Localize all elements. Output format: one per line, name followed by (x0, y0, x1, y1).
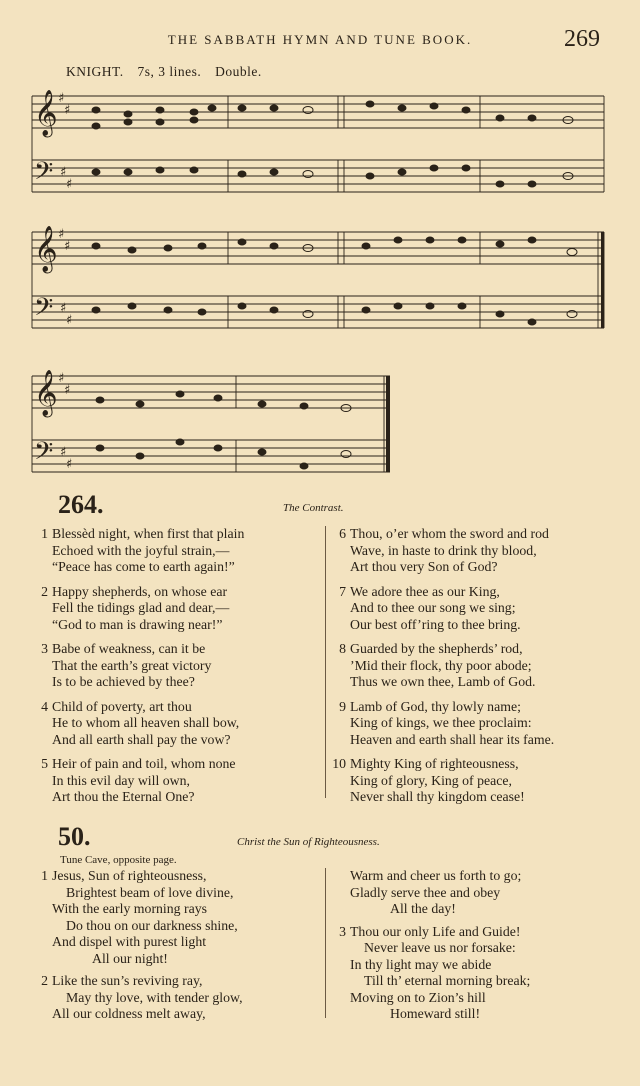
hymn-50-tune-reference: Tune Cave, opposite page. (60, 854, 177, 866)
stanza (41, 868, 243, 967)
verse-line: Wave, in haste to drink thy blood, (350, 542, 537, 558)
svg-text:♯: ♯ (66, 313, 73, 328)
verse-line: 10 Mighty King of righteousness, (350, 756, 554, 773)
stanza (339, 526, 554, 576)
tune-meter: 7s, 3 lines. (137, 64, 202, 79)
verse-line: May thy love, with tender glow, (66, 989, 243, 1005)
verse-line: And all earth shall pay the vow? (52, 731, 231, 747)
verse-line: Is to be achieved by thee? (52, 674, 195, 689)
stanza (41, 526, 245, 576)
hymn-264-title: The Contrast. (283, 502, 344, 514)
verse-number: 2 (41, 583, 48, 599)
verse-line: King of kings, we thee proclaim: (350, 715, 532, 730)
verse-line: Warm and cheer us forth to go; (350, 868, 522, 883)
column-divider (325, 868, 326, 1018)
verse-line: Fell the tidings glad and dear,— (52, 600, 230, 615)
verse-line: Brightest beam of love divine, (66, 884, 234, 900)
verse-line: 4 Child of poverty, art thou (52, 699, 244, 716)
verse-line: “God to man is drawing near!” (52, 616, 223, 632)
stanza (339, 698, 555, 749)
verse-line: And to thee our song we sing; (350, 600, 516, 615)
svg-text:♯: ♯ (66, 177, 73, 192)
svg-text:𝄞: 𝄞 (34, 370, 58, 416)
stanza (350, 868, 530, 918)
hymn-264-number: 264. (58, 490, 104, 519)
staff-system-2 (32, 232, 604, 328)
hymn-50-number: 50. (58, 822, 91, 851)
stanza (339, 641, 554, 691)
verse-line: All our night! (92, 950, 168, 966)
hymn-50-title: Christ the Sun of Righteousness. (237, 836, 380, 848)
verse-line: Thus we own thee, Lamb of God. (350, 674, 536, 689)
verse-line: 6 Thou, o’er whom the sword and rod (350, 526, 554, 543)
svg-text:♯: ♯ (60, 301, 67, 316)
notes-system-3 (96, 391, 351, 469)
verse-line: Gladly serve thee and obey (350, 884, 501, 900)
verse-number: 6 (339, 526, 346, 541)
verse-line: 1 Jesus, Sun of righteousness, (52, 868, 243, 885)
verse-line: ’Mid their flock, thy poor abode; (350, 657, 532, 673)
column-divider (325, 526, 326, 798)
svg-text:♯: ♯ (60, 165, 67, 180)
svg-text:♯: ♯ (58, 227, 65, 242)
verse-line: In this evil day will own, (52, 772, 190, 788)
tune-name: KNIGHT. (66, 64, 124, 79)
svg-text:𝄞: 𝄞 (34, 90, 58, 136)
running-head: THE SABBATH HYMN AND TUNE BOOK. (167, 32, 473, 47)
svg-text:♯: ♯ (64, 239, 71, 254)
hymn-264-left-column (41, 526, 245, 806)
music-score (0, 0, 640, 480)
verse-line: King of glory, King of peace, (350, 772, 512, 788)
verse-line: He to whom all heaven shall bow, (52, 715, 240, 730)
verse-line: Do thou on our darkness shine, (66, 917, 238, 933)
verse-number: 4 (41, 698, 48, 714)
svg-text:𝄢: 𝄢 (34, 157, 54, 192)
verse-number: 1 (41, 868, 48, 883)
verse-line: All the day! (390, 901, 456, 916)
verse-line: With the early morning rays (52, 901, 207, 916)
verse-line: 8 Guarded by the shepherds’ rod, (350, 641, 554, 658)
verse-number: 7 (339, 583, 346, 599)
verse-line: 9 Lamb of God, thy lowly name; (350, 699, 554, 716)
verse-line: Heaven and earth shall hear its fame. (350, 731, 555, 747)
verse-line: Homeward still! (390, 1006, 481, 1021)
svg-text:𝄞: 𝄞 (34, 226, 58, 272)
notes-system-1 (92, 101, 573, 187)
verse-line: That the earth’s great victory (52, 657, 212, 673)
verse-number: 9 (339, 698, 346, 714)
staff-system-3 (32, 376, 390, 472)
verse-line: Never shall thy kingdom cease! (350, 789, 525, 804)
verse-line: 3 Thou our only Life and Guide! (350, 924, 530, 941)
verse-line: Never leave us nor forsake: (364, 940, 516, 955)
stanza (332, 756, 554, 806)
hymn-50-left-column (41, 868, 243, 1023)
verse-number: 8 (339, 641, 346, 656)
hymn-264-right-column (332, 526, 555, 806)
verse-number: 2 (41, 973, 48, 988)
verse-number: 3 (41, 641, 48, 656)
stanza (41, 698, 244, 749)
svg-text:♯: ♯ (64, 383, 71, 398)
svg-text:♯: ♯ (66, 457, 73, 472)
stanza (339, 583, 554, 634)
svg-text:♯: ♯ (64, 103, 71, 118)
hymn-50-right-column (339, 868, 531, 1023)
stanza (41, 973, 243, 1023)
verse-number: 3 (339, 923, 346, 939)
page-number: 269 (564, 26, 600, 52)
verse-line: Art thou the Eternal One? (52, 789, 195, 804)
svg-text:♯: ♯ (58, 371, 65, 386)
verse-line: 1 Blessèd night, when first that plain (52, 526, 244, 543)
verse-line: 2 Like the sun’s reviving ray, (52, 973, 243, 990)
stanza (41, 583, 244, 634)
verse-line: 3 Babe of weakness, can it be (52, 641, 244, 658)
stanza (41, 756, 244, 806)
verse-line: Art thou very Son of God? (350, 559, 498, 574)
svg-text:♯: ♯ (60, 445, 67, 460)
verse-line: Moving on to Zion’s hill (350, 989, 486, 1005)
verse-line: Our best off’ring to thee bring. (350, 616, 521, 632)
stanza (41, 641, 244, 691)
verse-line: 7 We adore thee as our King, (350, 584, 554, 601)
verse-line: Till th’ eternal morning break; (364, 973, 531, 988)
verse-number: 10 (332, 756, 346, 771)
verse-number: 1 (41, 526, 48, 541)
verse-line: 5 Heir of pain and toil, whom none (52, 756, 244, 773)
svg-text:𝄢: 𝄢 (34, 293, 54, 328)
stanza (339, 923, 531, 1023)
verse-line: And dispel with purest light (52, 934, 207, 949)
staff-system-1 (32, 96, 604, 192)
verse-line: 2 Happy shepherds, on whose ear (52, 584, 244, 601)
svg-text:♯: ♯ (58, 91, 65, 106)
verse-line: Echoed with the joyful strain,— (52, 542, 230, 558)
verse-number: 5 (41, 756, 48, 771)
tune-type: Double. (215, 64, 262, 79)
svg-text:𝄢: 𝄢 (34, 437, 54, 472)
verse-line: All our coldness melt away, (52, 1006, 206, 1021)
verse-line: “Peace has come to earth again!” (52, 559, 235, 574)
verse-line: In thy light may we abide (350, 956, 492, 972)
